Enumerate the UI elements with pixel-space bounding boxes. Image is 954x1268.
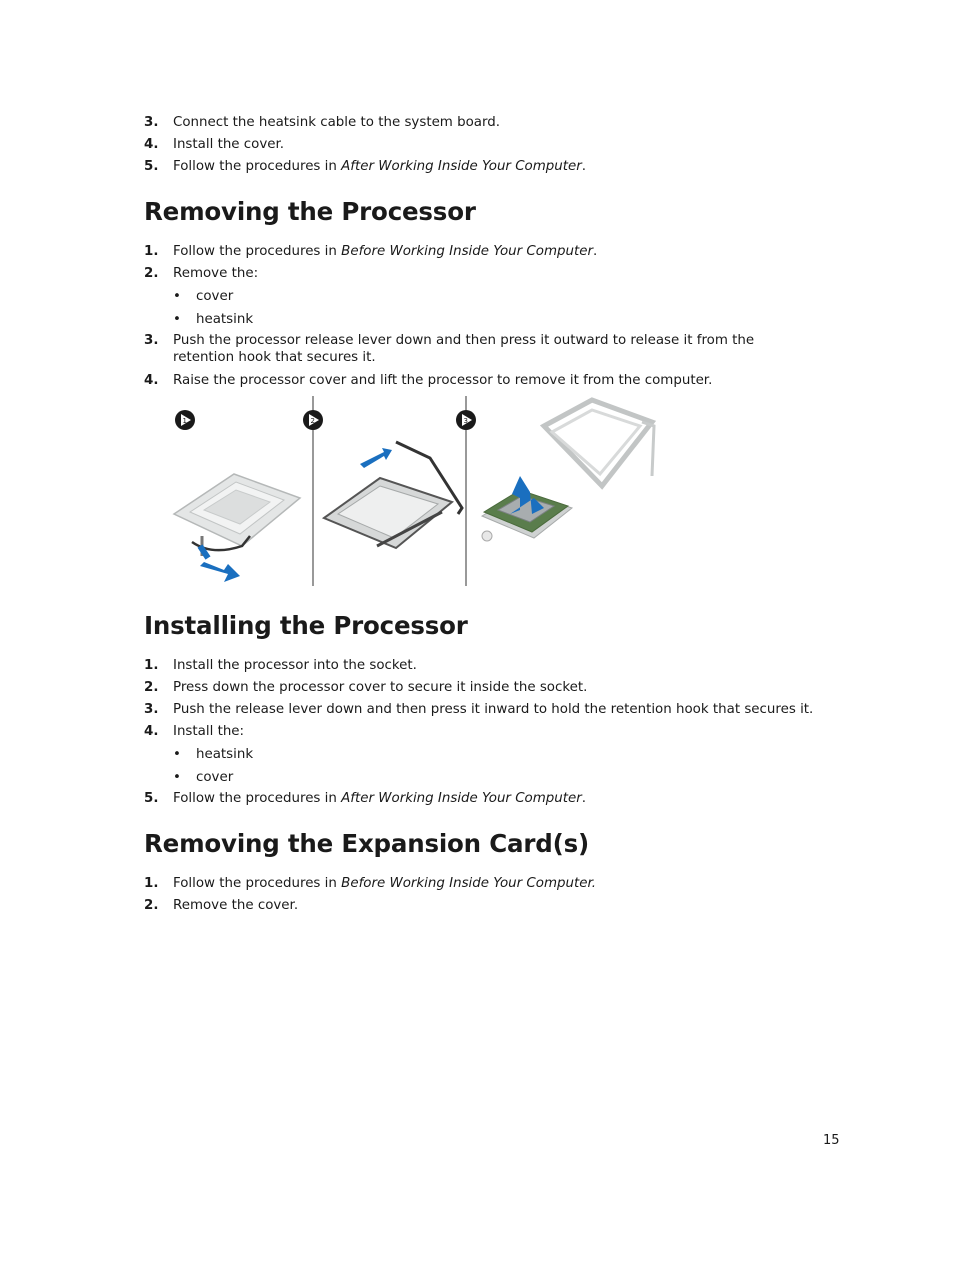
step-number: 4. (144, 373, 159, 388)
step-text: Push the release lever down and then press it inward to hold the retention hook that secures it. (173, 702, 814, 717)
step-text: Install the: (173, 724, 245, 739)
step-number: 3. (144, 115, 159, 130)
cross-reference-link: After Working Inside Your Computer (341, 159, 582, 174)
step-text: Follow the procedures in Before Working Inside Your Computer. (173, 244, 598, 259)
step-text: Raise the processor cover and lift the processor to remove it from the computer. (173, 373, 713, 388)
bullet-glyph: • (173, 770, 181, 785)
processor-illustration (172, 396, 658, 586)
bullet-text: cover (196, 770, 234, 785)
step-number: 1. (144, 876, 159, 891)
step-number: 1. (144, 244, 159, 259)
step-text: Follow the procedures in Before Working Inside Your Computer. (173, 876, 596, 891)
step-number: 2. (144, 266, 159, 281)
step-text: Install the processor into the socket. (173, 658, 417, 673)
step-number: 3. (144, 702, 159, 717)
step-number: 3. (144, 333, 159, 348)
step-text: Remove the: (173, 266, 259, 281)
bullet-glyph: • (173, 747, 181, 762)
bullet-text: cover (196, 289, 234, 304)
callout-badge-3 (456, 410, 476, 430)
callout-label-2: 2 (310, 417, 315, 425)
step-number: 4. (144, 724, 159, 739)
callout-badge-2 (303, 410, 323, 430)
step-number: 5. (144, 791, 159, 806)
panel-1-socket-closed (174, 474, 300, 582)
bullet-text: heatsink (196, 312, 254, 327)
step-number: 5. (144, 159, 159, 174)
page-number: 15 (823, 1133, 840, 1148)
panel-3-processor-lifted (482, 400, 654, 541)
step-number: 1. (144, 658, 159, 673)
step-number: 4. (144, 137, 159, 152)
callout-label-3: 3 (463, 417, 468, 425)
bullet-glyph: • (173, 289, 181, 304)
section-heading-installing-processor: Installing the Processor (144, 611, 468, 640)
callout-badge-1 (175, 410, 195, 430)
section-heading-removing-expansion-cards: Removing the Expansion Card(s) (144, 829, 589, 858)
section-heading-removing-processor: Removing the Processor (144, 197, 476, 226)
bullet-text: heatsink (196, 747, 254, 762)
step-text: Install the cover. (173, 137, 285, 152)
step-text: Remove the cover. (173, 898, 299, 913)
callout-label-1: 1 (182, 417, 187, 425)
step-text: Press down the processor cover to secure it inside the socket. (173, 680, 588, 695)
step-text: Push the processor release lever down and then press it outward to release it from the retention hook that secures it. (173, 333, 755, 365)
bullet-glyph: • (173, 312, 181, 327)
processor-removal-figure (172, 396, 658, 586)
step-text: Follow the procedures in After Working Inside Your Computer. (173, 791, 587, 806)
step-number: 2. (144, 680, 159, 695)
step-text: Connect the heatsink cable to the system board. (173, 115, 501, 130)
panel-2-lever-raised (324, 442, 462, 548)
step-text: Follow the procedures in After Working Inside Your Computer. (173, 159, 587, 174)
step-number: 2. (144, 898, 159, 913)
